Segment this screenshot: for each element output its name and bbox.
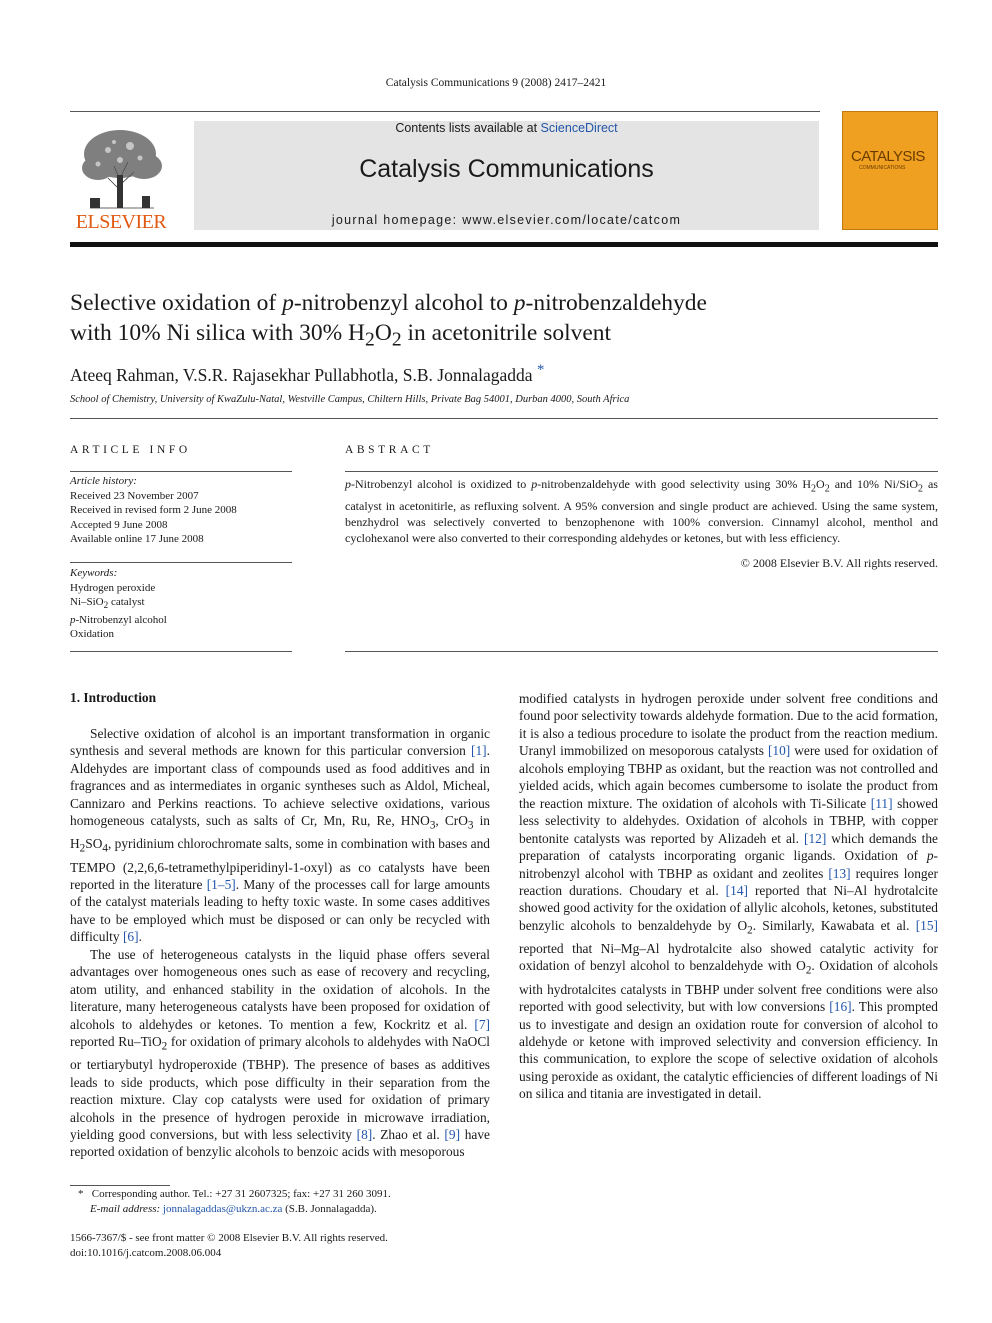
text-run: . Many of the processes call for large amounts of the catalyst materials leading to hefty toxic waste. In some cases additives have to be employed which must be disposed or can only be recycled with difficulty: [70, 876, 490, 945]
article-info-rule: [70, 471, 292, 472]
cover-title: CATALYSIS: [851, 148, 925, 165]
citation-link[interactable]: [13]: [828, 865, 851, 881]
abstract-text: [345, 476, 938, 546]
abstract-run: as catalyst in acetonitirle, as refluxing solvent. A 95% conversion and single product are achieved. Using the same system, benzhydrol was selectively converted to benzophenone with 100% conversion. Cinnamyl alcohol, menthol and cyclohexanol were also converted to their corresponding aldehydes or ketones, but with less efficiency.: [345, 477, 938, 545]
front-matter: [70, 1231, 490, 1260]
paragraph-1: [70, 725, 490, 946]
keyword-text: catalyst: [108, 596, 145, 608]
abstract-run: O: [816, 477, 825, 491]
affiliation: School of Chemistry, University of KwaZulu-Natal, Westville Campus, Chiltern Hills, Private Bag 54001, Durban 4000, South Africa: [70, 394, 630, 405]
keywords-label: Keywords:: [70, 567, 118, 579]
footnote-corr-line: [70, 1187, 490, 1202]
text-run: were used for oxidation of alcohols employing TBHP as oxidant, but the reaction was not controlled and yielded acids, which again becomes cumbersome to isolate the product from the reaction mixture. The oxidation of alcohols with Ti-Silicate: [519, 743, 939, 811]
corresponding-author-mark[interactable]: *: [536, 362, 545, 378]
article-info-rule: [70, 562, 292, 563]
sciencedirect-link[interactable]: ScienceDirect: [540, 121, 618, 135]
citation-link[interactable]: [11]: [870, 795, 893, 811]
text-run: . Oxidation of alcohols with hydrotalcites catalysts in TBHP under solvent free conditions were also reported with good selectivity, but with low conversions: [519, 958, 938, 1015]
abstract-subscript: 2: [811, 483, 817, 495]
footnote-email-line: [70, 1202, 490, 1217]
corresponding-author-footnote: [70, 1187, 490, 1216]
footnote-corr: Corresponding author. Tel.: +27 31 2607325; fax: +27 31 260 3091.: [91, 1188, 391, 1200]
cover-subtitle: COMMUNICATIONS: [859, 165, 906, 171]
text-run: , pyridinium chlorochromate salts, some in combination with bases and TEMPO (2,2,6,6-tetramethylpiperidinyl-1-oxyl) as co catalysts have been reported in the literature: [70, 836, 490, 892]
issn-line: 1566-7367/$ - see front matter © 2008 Elsevier B.V. All rights reserved.: [70, 1232, 388, 1244]
copyright-notice: © 2008 Elsevier B.V. All rights reserved.: [740, 556, 938, 570]
masthead-rule: [70, 242, 938, 247]
contents-line: [194, 121, 819, 135]
abstract-italic: p: [531, 477, 538, 491]
abstract-subscript: 2: [824, 483, 830, 495]
article-info-heading: ARTICLE INFO: [70, 444, 191, 456]
abstract-subscript: 2: [918, 483, 923, 495]
keyword: Hydrogen peroxide: [70, 581, 156, 594]
citation-link[interactable]: [9]: [444, 1126, 461, 1142]
paragraph-2-start: [70, 946, 490, 1161]
text-run: The use of heterogeneous catalysts in the liquid phase offers several advantages over homogeneous ones such as ease of recovery and recycling, atom utility, and enhanced stability in the oxidation of alcohols. In the literature, many heterogeneous catalysts have been proposed for oxidation of alcohols to aldehydes or ketones. To mention a few, Kockritz et al.: [70, 946, 490, 1032]
italic-run: p: [926, 848, 934, 864]
footnote-mark: *: [78, 1188, 84, 1200]
keyword: [70, 595, 290, 613]
text-run: showed less selectivity to aldehydes. Oxidation of alcohols in TBHP, with copper bentonite catalysts was reported by Alizadeh et al.: [519, 795, 938, 846]
abstract-italic: p: [345, 477, 351, 491]
history-label: Article history:: [70, 475, 137, 487]
subscript: 2: [161, 1040, 168, 1053]
text-run: have reported oxidation of benzylic alcohols to benzoic acids with mesoporous: [70, 1126, 490, 1160]
keyword-text: Ni–SiO: [70, 596, 104, 608]
text-run: which demands the preparation of catalysts incorporating organic ligands. Oxidation of: [519, 830, 938, 864]
text-run: SO: [85, 836, 103, 852]
text-run: reported Ru–TiO: [70, 1034, 162, 1050]
citation-link[interactable]: [10]: [767, 743, 791, 759]
journal-cover-thumbnail: [842, 111, 938, 230]
text-run: .: [138, 929, 142, 945]
text-run: requires longer reaction durations. Choudary et al.: [519, 865, 938, 898]
title-text: in acetonitrile solvent: [401, 320, 612, 346]
keyword-italic: p: [70, 613, 76, 626]
section-heading-introduction: 1. Introduction: [70, 690, 157, 705]
title-text: with 10% Ni silica with 30% H: [70, 320, 366, 346]
citation-link[interactable]: [12]: [804, 830, 827, 846]
body-column-left: [70, 725, 490, 1161]
article-title: [70, 288, 930, 356]
text-run: . Aldehydes are important class of compounds used as food additives and in fragrances and as intermediates in organic syntheses such as Aldol, Micheal, Cannizaro and Perkins reactions. To achieve selective oxidations, various homogeneous catalysts, such as salts of Cr, Mn, Ru, Re, HNO: [70, 743, 490, 829]
text-run: reported that Ni–Mg–Al hydrotalcite also showed catalytic activity for oxidation of benzyl alcohol to benzaldehyde with O: [519, 941, 938, 974]
title-italic: p: [513, 290, 526, 316]
keyword: [70, 613, 290, 628]
subscript: 2: [79, 843, 86, 856]
journal-homepage-link[interactable]: journal homepage: www.elsevier.com/locate/catcom: [331, 213, 682, 227]
citation-link[interactable]: [15]: [915, 917, 938, 933]
text-run: . Zhao et al.: [372, 1126, 445, 1142]
abstract-run: and 10% Ni/SiO: [829, 477, 918, 491]
text-run: for oxidation of primary alcohols to aldehydes with NaOCl or tertiarybutyl hydroperoxide (TBHP). The presence of bases as additives leads to side products, which pose difficulty in their separation from the reaction mixture. Clay cop catalysts were used for oxidation of primary alcohols in the presence of hydrogen peroxide in microwave irradiation, yielding good conversions, but with less selectivity: [70, 1034, 490, 1142]
history-revised: Received in revised form 2 June 2008: [70, 504, 237, 516]
history-online: Available online 17 June 2008: [70, 533, 204, 545]
title-text: -nitrobenzyl alcohol to: [293, 290, 514, 316]
text-run: Selective oxidation of alcohol is an important transformation in organic synthesis and several methods are known for this particular conversion: [70, 726, 490, 759]
subscript: 2: [747, 924, 753, 937]
subscript: 2: [805, 965, 812, 978]
history-accepted: Accepted 9 June 2008: [70, 518, 168, 531]
email-owner: (S.B. Jonnalagadda).: [282, 1202, 377, 1215]
abstract-run: -nitrobenzaldehyde with good selectivity using 30% H: [537, 477, 812, 491]
text-run: reported that Ni–Al hydrotalcite showed good activity for the oxidation of allylic alcohols, ketones, substituted benzylic alcohols to benzaldehyde by O: [519, 882, 939, 933]
citation-link[interactable]: [14]: [725, 882, 748, 898]
text-run: . This prompted us to investigate and design an oxidation route for conversion of alcohol to aldehyde or ketone with improved selectivity and conversion efficiency. In this communication, to explore the scope of selective oxidation of alcohols using peroxide as oxidant, the catalytic efficiencies of different loadings of Ni on silica and titania are investigated in detail.: [519, 999, 938, 1102]
citation-link[interactable]: [6]: [122, 929, 139, 945]
author-list: [70, 362, 544, 386]
keyword-subscript: 2: [103, 600, 109, 611]
citation-link[interactable]: [1–5]: [206, 876, 236, 892]
text-run: in H: [70, 813, 490, 852]
running-head: Catalysis Communications 9 (2008) 2417–2421: [385, 77, 607, 89]
title-text: Selective oxidation of: [70, 290, 283, 316]
citation-link[interactable]: [16]: [829, 999, 852, 1015]
email-link[interactable]: jonnalagaddas@ukzn.ac.za: [162, 1202, 283, 1215]
abstract-rule: [345, 471, 938, 472]
history-received: Received 23 November 2007: [70, 489, 199, 502]
text-run: modified catalysts in hydrogen peroxide under solvent free conditions and found poor selectivity towards aldehyde formation. Due to the acid formation, it is also a tedious procedure to isolate the product from the reaction medium. Uranyl immobilized on mesoporous catalysts: [519, 691, 938, 759]
subscript: 3: [429, 819, 436, 832]
article-history: [70, 474, 290, 547]
journal-title: Catalysis Communications: [359, 155, 654, 183]
keywords: [70, 566, 290, 642]
text-run: , CrO: [435, 813, 468, 829]
info-rule: [70, 418, 938, 419]
article-info-rule: [70, 651, 292, 652]
text-run: -nitrobenzyl alcohol with TBHP as oxidant and zeolites: [519, 848, 938, 881]
title-subscript: 2: [365, 329, 375, 351]
abstract-run: -Nitrobenzyl alcohol is oxidized to: [351, 477, 532, 491]
text-run: . Similarly, Kawabata et al.: [752, 917, 916, 933]
footnote-rule: [70, 1185, 170, 1186]
doi-line: doi:10.1016/j.catcom.2008.06.004: [70, 1246, 222, 1259]
header-rule: [70, 111, 820, 112]
keyword: Oxidation: [70, 628, 114, 641]
citation-link[interactable]: [1]: [471, 743, 487, 759]
citation-link[interactable]: [7]: [474, 1016, 490, 1032]
title-subscript: 2: [391, 329, 402, 351]
abstract-rule: [345, 651, 938, 652]
keyword-text: -Nitrobenzyl alcohol: [75, 613, 167, 626]
contents-prefix: Contents lists available at: [395, 121, 541, 135]
subscript: 4: [102, 843, 108, 856]
elsevier-wordmark: ELSEVIER: [75, 211, 167, 233]
authors: Ateeq Rahman, V.S.R. Rajasekhar Pullabhotla, S.B. Jonnalagadda: [70, 364, 533, 385]
subscript: 3: [467, 819, 474, 832]
title-text: -nitrobenzaldehyde: [525, 290, 707, 316]
title-text: O: [374, 320, 392, 346]
citation-link[interactable]: [8]: [356, 1126, 373, 1142]
paragraph-2-continued: [519, 690, 938, 1103]
body-column-right: [519, 690, 938, 1103]
email-label: E-mail address:: [90, 1202, 161, 1215]
abstract-heading: ABSTRACT: [345, 444, 434, 456]
title-italic: p: [282, 290, 294, 316]
